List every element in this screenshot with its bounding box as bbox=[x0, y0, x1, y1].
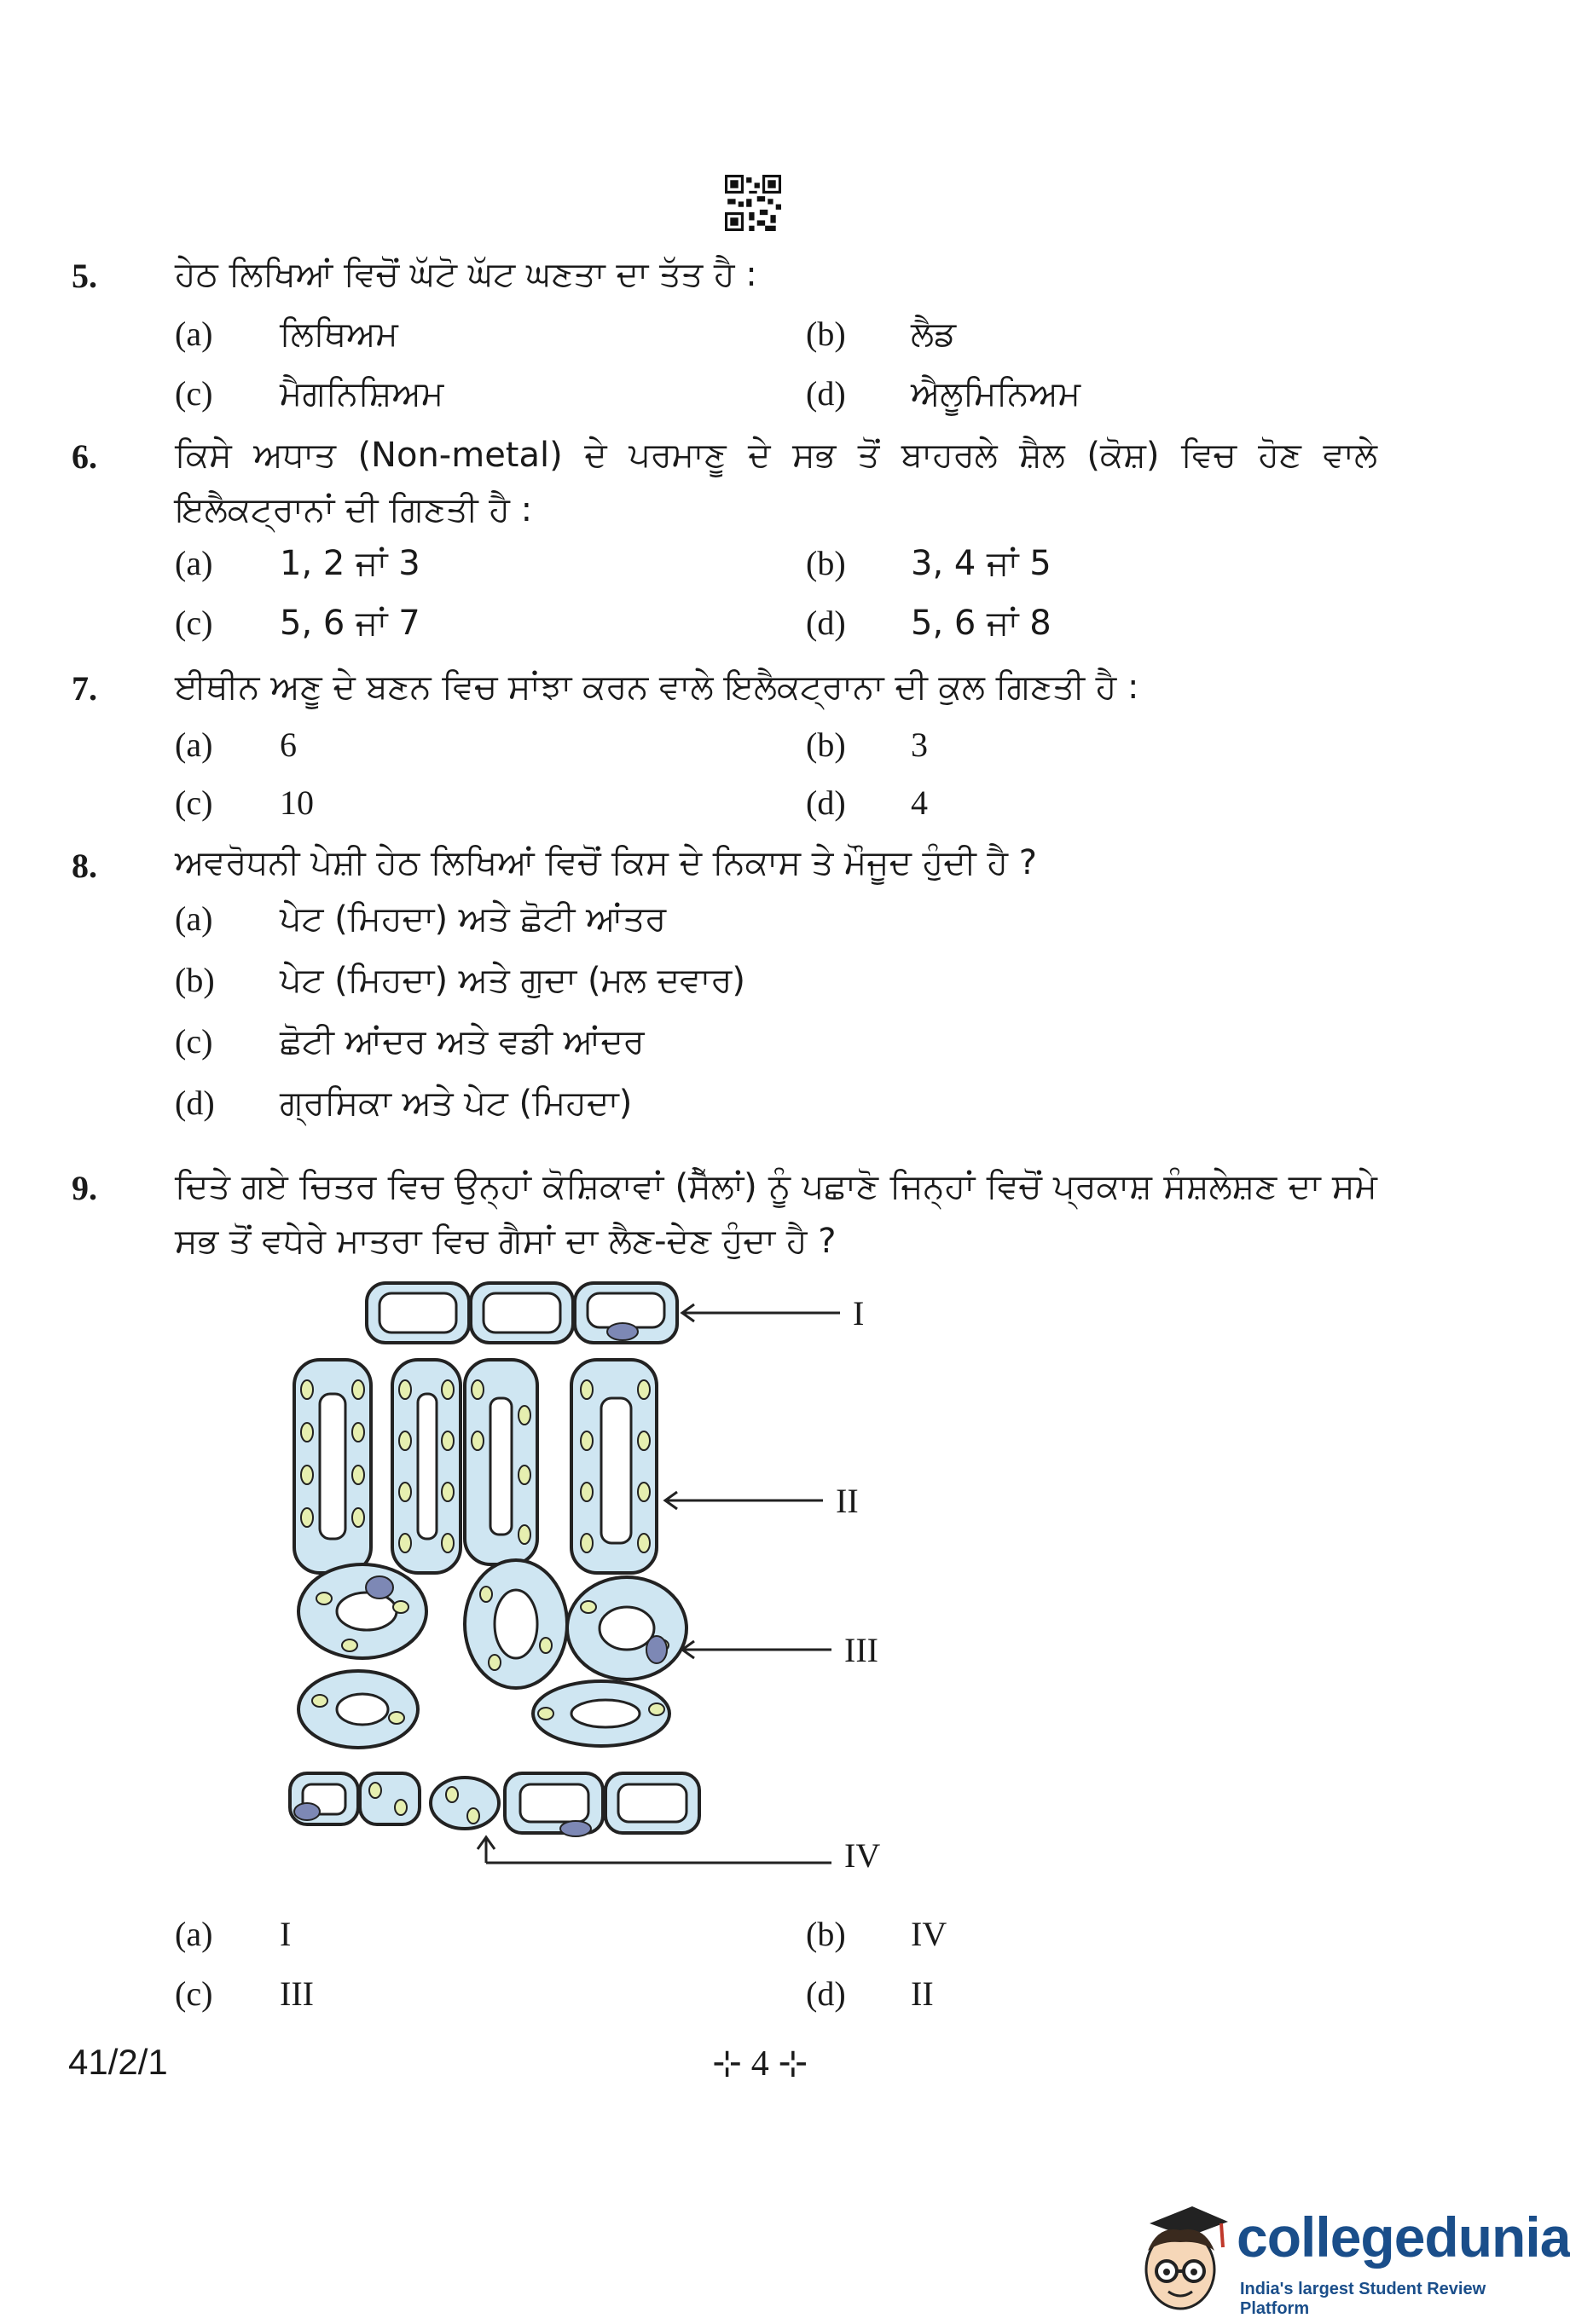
ornament-right-icon: ⊹ bbox=[778, 2044, 808, 2084]
diagram-label-ii: II bbox=[836, 1482, 859, 1520]
question-text: ਹੇਠ ਲਿਖਿਆਂ ਵਿਚੋਂ ਘੱਟੋ ਘੱਟ ਘਣਤਾ ਦਾ ਤੱਤ ਹੈ : bbox=[175, 255, 757, 294]
paper-code: 41/2/1 bbox=[68, 2042, 168, 2082]
option-text: III bbox=[280, 1974, 314, 2013]
option-label: (a) bbox=[175, 726, 213, 764]
option-text: ਪੇਟ (ਮਿਹਦਾ) ਅਤੇ ਗੁਦਾ (ਮਲ ਦਵਾਰ) bbox=[280, 961, 745, 1000]
option-label: (a) bbox=[175, 899, 213, 938]
option-a bbox=[175, 1914, 291, 1954]
option-text: 5, 6 ਜਾਂ 7 bbox=[280, 604, 420, 643]
option-b bbox=[806, 1914, 947, 1954]
question-number: 9. bbox=[72, 1169, 97, 1207]
question-text: ਈਥੀਨ ਅਣੂ ਦੇ ਬਣਨ ਵਿਚ ਸਾਂਝਾ ਕਰਨ ਵਾਲੇ ਇਲੈਕਟ੍ਰਾਨਾ ਦੀ ਕੁਲ ਗਿਣਤੀ ਹੈ : bbox=[175, 668, 1139, 707]
option-c bbox=[175, 783, 314, 823]
brand-tagline: India's largest Student Review Platform bbox=[1240, 2280, 1486, 2318]
option-a bbox=[175, 543, 420, 583]
option-label: (d) bbox=[806, 374, 846, 413]
option-text: ਐਲੂਮਿਨਿਅਮ bbox=[911, 374, 1081, 413]
option-a bbox=[175, 725, 297, 765]
option-b bbox=[175, 960, 745, 1000]
option-label: (a) bbox=[175, 1915, 213, 1953]
option-b bbox=[806, 543, 1051, 583]
option-text: IV bbox=[911, 1915, 947, 1953]
diagram-label-iii: III bbox=[844, 1631, 878, 1669]
option-label: (b) bbox=[806, 1915, 846, 1953]
ornament-left-icon: ⊹ bbox=[712, 2044, 743, 2084]
option-label: (c) bbox=[175, 783, 213, 822]
brand-name: collegedunia bbox=[1237, 2205, 1570, 2269]
option-label: (b) bbox=[175, 961, 215, 999]
option-text: 3, 4 ਜਾਂ 5 bbox=[911, 544, 1051, 583]
option-d bbox=[806, 373, 1080, 413]
option-label: (c) bbox=[175, 1022, 213, 1061]
option-c bbox=[175, 603, 420, 643]
option-d bbox=[175, 1083, 632, 1123]
option-text: ਗ੍ਰਸਿਕਾ ਅਤੇ ਪੇਟ (ਮਿਹਦਾ) bbox=[280, 1084, 633, 1123]
option-text: 4 bbox=[911, 783, 928, 822]
option-text: 6 bbox=[280, 726, 297, 764]
page-number-value: 4 bbox=[750, 2044, 769, 2084]
option-label: (a) bbox=[175, 315, 213, 353]
diagram-label-i: I bbox=[853, 1294, 865, 1333]
option-text: 1, 2 ਜਾਂ 3 bbox=[280, 544, 420, 583]
leaf-cross-section-diagram bbox=[281, 1270, 1049, 1875]
qr-code-icon bbox=[725, 175, 781, 231]
question-text: ਦਿਤੇ ਗਏ ਚਿਤਰ ਵਿਚ ਉਨ੍ਹਾਂ ਕੋਸ਼ਿਕਾਵਾਂ (ਸੈੱਲਾਂ) ਨੂੰ ਪਛਾਣੋ ਜਿਨ੍ਹਾਂ ਵਿਚੋਂ ਪ੍ਰਕਾਸ਼ ਸੰਸ਼ਲੇਸ਼ਣ ਦਾ ਸਮੇ ਸਭ ਤੋਂ ਵਧੇਰੇ ਮਾਤਰਾ ਵਿਚ ਗੈਸਾਂ ਦਾ ਲੈਣ-ਦੇਣ ਹੁੰਦਾ ਹੈ ? bbox=[175, 1167, 1377, 1261]
option-a bbox=[175, 899, 666, 939]
option-label: (b) bbox=[806, 315, 846, 353]
option-text: ਲੈਡ bbox=[911, 315, 957, 354]
page-number bbox=[712, 2042, 808, 2084]
diagram-label-iv: IV bbox=[844, 1836, 881, 1875]
question-number: 7. bbox=[72, 669, 97, 708]
option-text: I bbox=[280, 1915, 292, 1953]
option-c bbox=[175, 1974, 314, 2014]
option-label: (c) bbox=[175, 1974, 213, 2013]
option-text: 5, 6 ਜਾਂ 8 bbox=[911, 604, 1051, 643]
option-label: (a) bbox=[175, 544, 213, 582]
mascot-icon bbox=[1133, 2200, 1233, 2324]
option-text: ਛੋਟੀ ਆਂਦਰ ਅਤੇ ਵਡੀ ਆਂਦਰ bbox=[280, 1022, 645, 1061]
option-d bbox=[806, 603, 1051, 643]
question-text: ਅਵਰੋਧਨੀ ਪੇਸ਼ੀ ਹੇਠ ਲਿਖਿਆਂ ਵਿਚੋਂ ਕਿਸ ਦੇ ਨਿਕਾਸ ਤੇ ਮੌਜੂਦ ਹੁੰਦੀ ਹੈ ? bbox=[175, 843, 1037, 882]
question-number: 6. bbox=[72, 437, 97, 476]
option-text: ਮੈਗਨਿਸ਼ਿਅਮ bbox=[280, 374, 444, 413]
option-text: ਪੇਟ (ਮਿਹਦਾ) ਅਤੇ ਛੋਟੀ ਆਂਤਰ bbox=[280, 899, 667, 939]
question-number: 5. bbox=[72, 257, 97, 295]
option-d bbox=[806, 783, 928, 823]
option-label: (c) bbox=[175, 374, 213, 413]
question-number: 8. bbox=[72, 847, 97, 885]
option-text: II bbox=[911, 1974, 934, 2013]
collegedunia-logo bbox=[1126, 2200, 1570, 2324]
option-d bbox=[806, 1974, 934, 2014]
option-text: 10 bbox=[280, 783, 314, 822]
option-label: (b) bbox=[806, 544, 846, 582]
option-label: (c) bbox=[175, 604, 213, 642]
option-b bbox=[806, 314, 956, 354]
option-a bbox=[175, 314, 398, 354]
option-label: (d) bbox=[175, 1084, 215, 1122]
question-text: ਕਿਸੇ ਅਧਾਤ (Non-metal) ਦੇ ਪਰਮਾਣੂ ਦੇ ਸਭ ਤੋਂ ਬਾਹਰਲੇ ਸ਼ੈਲ (ਕੋਸ਼) ਵਿਚ ਹੋਣ ਵਾਲੇ ਇਲੈਕਟ੍ਰਾਨਾਂ ਦੀ ਗਿਣਤੀ ਹੈ : bbox=[175, 436, 1377, 529]
option-label: (b) bbox=[806, 726, 846, 764]
option-label: (d) bbox=[806, 783, 846, 822]
option-c bbox=[175, 373, 443, 413]
option-label: (d) bbox=[806, 604, 846, 642]
option-label: (d) bbox=[806, 1974, 846, 2013]
option-c bbox=[175, 1021, 645, 1061]
option-text: ਲਿਥਿਅਮ bbox=[280, 315, 398, 354]
option-text: 3 bbox=[911, 726, 928, 764]
option-b bbox=[806, 725, 928, 765]
